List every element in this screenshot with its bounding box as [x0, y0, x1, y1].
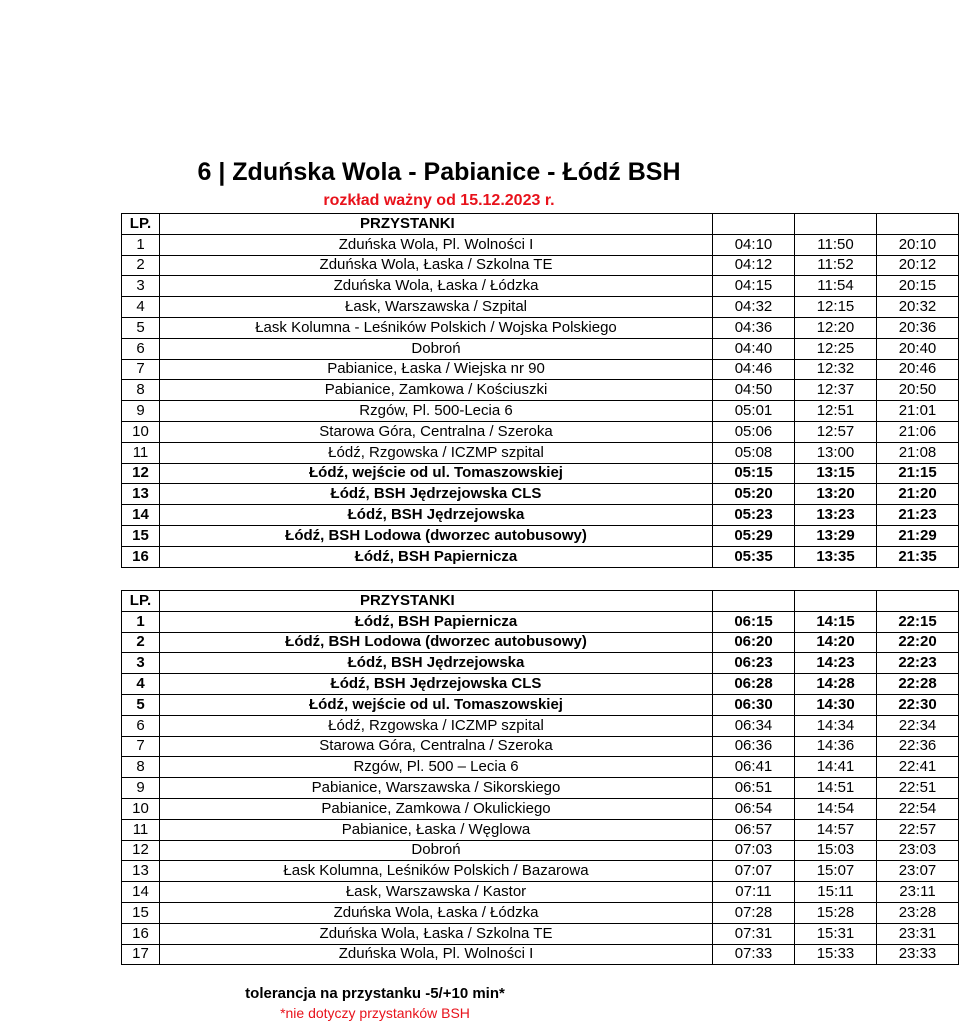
row-number: 15	[122, 902, 160, 923]
departure-time: 22:41	[877, 757, 959, 778]
departure-time: 06:28	[713, 674, 795, 695]
departure-time: 22:57	[877, 819, 959, 840]
stop-name: Pabianice, Zamkowa / Okulickiego	[160, 798, 713, 819]
departure-time: 23:31	[877, 923, 959, 944]
lp-header: LP.	[122, 591, 160, 612]
departure-time: 13:29	[795, 525, 877, 546]
departure-time: 04:50	[713, 380, 795, 401]
departure-time: 04:32	[713, 297, 795, 318]
stop-name: Łask, Warszawska / Kastor	[160, 882, 713, 903]
departure-time: 07:07	[713, 861, 795, 882]
table-header-row	[122, 214, 959, 235]
time-header	[877, 591, 959, 612]
table-row	[122, 421, 959, 442]
row-number: 13	[122, 861, 160, 882]
table-row	[122, 694, 959, 715]
departure-time: 14:54	[795, 798, 877, 819]
stop-name: Łódź, BSH Papiernicza	[160, 546, 713, 567]
time-header	[795, 591, 877, 612]
row-number: 5	[122, 317, 160, 338]
departure-time: 20:40	[877, 338, 959, 359]
departure-time: 14:36	[795, 736, 877, 757]
stop-name: Dobroń	[160, 840, 713, 861]
table-row	[122, 297, 959, 318]
row-number: 9	[122, 401, 160, 422]
departure-time: 12:25	[795, 338, 877, 359]
stop-name: Łask, Warszawska / Szpital	[160, 297, 713, 318]
departure-time: 15:07	[795, 861, 877, 882]
departure-time: 12:51	[795, 401, 877, 422]
table-row	[122, 401, 959, 422]
departure-time: 12:20	[795, 317, 877, 338]
departure-time: 21:06	[877, 421, 959, 442]
row-number: 11	[122, 442, 160, 463]
row-number: 16	[122, 923, 160, 944]
row-number: 1	[122, 234, 160, 255]
stop-name: Zduńska Wola, Pl. Wolności I	[160, 944, 713, 965]
stop-name: Łódź, wejście od ul. Tomaszowskiej	[160, 463, 713, 484]
time-header	[795, 214, 877, 235]
stop-name: Łódź, wejście od ul. Tomaszowskiej	[160, 694, 713, 715]
departure-time: 11:52	[795, 255, 877, 276]
departure-time: 14:57	[795, 819, 877, 840]
table-row	[122, 525, 959, 546]
table-row	[122, 380, 959, 401]
departure-time: 07:31	[713, 923, 795, 944]
table-row	[122, 923, 959, 944]
table-row	[122, 778, 959, 799]
table-row	[122, 632, 959, 653]
departure-time: 15:33	[795, 944, 877, 965]
stop-name: Pabianice, Łaska / Wiejska nr 90	[160, 359, 713, 380]
stop-name: Starowa Góra, Centralna / Szeroka	[160, 736, 713, 757]
time-header	[713, 214, 795, 235]
stop-name: Zduńska Wola, Łaska / Szkolna TE	[160, 923, 713, 944]
departure-time: 05:23	[713, 505, 795, 526]
table-row	[122, 674, 959, 695]
stop-name: Łódź, BSH Papiernicza	[160, 611, 713, 632]
row-number: 4	[122, 297, 160, 318]
table-row	[122, 840, 959, 861]
timetable-outbound	[121, 213, 959, 568]
table-row	[122, 882, 959, 903]
departure-time: 05:08	[713, 442, 795, 463]
row-number: 4	[122, 674, 160, 695]
departure-time: 11:54	[795, 276, 877, 297]
table-row	[122, 611, 959, 632]
stop-name: Łódź, BSH Lodowa (dworzec autobusowy)	[160, 525, 713, 546]
row-number: 2	[122, 632, 160, 653]
departure-time: 22:54	[877, 798, 959, 819]
departure-time: 12:57	[795, 421, 877, 442]
departure-time: 11:50	[795, 234, 877, 255]
time-header	[713, 591, 795, 612]
stop-name: Łódź, Rzgowska / ICZMP szpital	[160, 715, 713, 736]
departure-time: 05:06	[713, 421, 795, 442]
row-number: 11	[122, 819, 160, 840]
table-row	[122, 944, 959, 965]
departure-time: 22:30	[877, 694, 959, 715]
departure-time: 14:41	[795, 757, 877, 778]
departure-time: 20:32	[877, 297, 959, 318]
departure-time: 13:15	[795, 463, 877, 484]
table-row	[122, 276, 959, 297]
departure-time: 05:20	[713, 484, 795, 505]
table-row	[122, 736, 959, 757]
departure-time: 23:33	[877, 944, 959, 965]
table-row	[122, 757, 959, 778]
departure-time: 23:07	[877, 861, 959, 882]
departure-time: 15:31	[795, 923, 877, 944]
table-row	[122, 546, 959, 567]
departure-time: 14:23	[795, 653, 877, 674]
departure-time: 21:20	[877, 484, 959, 505]
departure-time: 22:23	[877, 653, 959, 674]
departure-time: 22:36	[877, 736, 959, 757]
departure-time: 06:57	[713, 819, 795, 840]
departure-time: 21:01	[877, 401, 959, 422]
stop-name: Zduńska Wola, Łaska / Szkolna TE	[160, 255, 713, 276]
departure-time: 04:10	[713, 234, 795, 255]
departure-time: 14:28	[795, 674, 877, 695]
row-number: 14	[122, 505, 160, 526]
departure-time: 04:15	[713, 276, 795, 297]
departure-time: 13:00	[795, 442, 877, 463]
row-number: 15	[122, 525, 160, 546]
departure-time: 06:30	[713, 694, 795, 715]
departure-time: 22:51	[877, 778, 959, 799]
departure-time: 12:32	[795, 359, 877, 380]
stop-name: Rzgów, Pl. 500-Lecia 6	[160, 401, 713, 422]
timetable-return	[121, 590, 959, 965]
stop-name: Łódź, BSH Jędrzejowska	[160, 653, 713, 674]
stop-name: Zduńska Wola, Łaska / Łódzka	[160, 276, 713, 297]
page-title: 6 | Zduńska Wola - Pabianice - Łódź BSH	[197, 158, 681, 186]
table-row	[122, 442, 959, 463]
row-number: 16	[122, 546, 160, 567]
stop-name: Zduńska Wola, Łaska / Łódzka	[160, 902, 713, 923]
departure-time: 04:12	[713, 255, 795, 276]
departure-time: 20:15	[877, 276, 959, 297]
table-row	[122, 861, 959, 882]
departure-time: 14:34	[795, 715, 877, 736]
departure-time: 21:35	[877, 546, 959, 567]
table-row	[122, 819, 959, 840]
departure-time: 06:51	[713, 778, 795, 799]
departure-time: 07:28	[713, 902, 795, 923]
departure-time: 14:20	[795, 632, 877, 653]
departure-time: 22:34	[877, 715, 959, 736]
departure-time: 04:40	[713, 338, 795, 359]
row-number: 13	[122, 484, 160, 505]
stop-name: Zduńska Wola, Pl. Wolności I	[160, 234, 713, 255]
departure-time: 07:11	[713, 882, 795, 903]
table-row	[122, 359, 959, 380]
row-number: 7	[122, 736, 160, 757]
table-row	[122, 902, 959, 923]
departure-time: 21:29	[877, 525, 959, 546]
table-row	[122, 463, 959, 484]
departure-time: 21:15	[877, 463, 959, 484]
row-number: 9	[122, 778, 160, 799]
stop-name: Pabianice, Warszawska / Sikorskiego	[160, 778, 713, 799]
departure-time: 06:20	[713, 632, 795, 653]
departure-time: 06:23	[713, 653, 795, 674]
departure-time: 23:11	[877, 882, 959, 903]
departure-time: 15:28	[795, 902, 877, 923]
stop-name: Pabianice, Łaska / Węglowa	[160, 819, 713, 840]
table-header-row	[122, 591, 959, 612]
departure-time: 05:01	[713, 401, 795, 422]
departure-time: 12:37	[795, 380, 877, 401]
departure-time: 06:54	[713, 798, 795, 819]
tolerance-note: tolerancja na przystanku -5/+10 min*	[245, 985, 505, 1002]
departure-time: 15:03	[795, 840, 877, 861]
table-row	[122, 255, 959, 276]
departure-time: 05:15	[713, 463, 795, 484]
table-row	[122, 234, 959, 255]
departure-time: 22:20	[877, 632, 959, 653]
stop-name: Starowa Góra, Centralna / Szeroka	[160, 421, 713, 442]
row-number: 10	[122, 798, 160, 819]
lp-header: LP.	[122, 214, 160, 235]
stop-name: Łódź, BSH Lodowa (dworzec autobusowy)	[160, 632, 713, 653]
departure-time: 05:29	[713, 525, 795, 546]
departure-time: 15:11	[795, 882, 877, 903]
row-number: 6	[122, 715, 160, 736]
row-number: 14	[122, 882, 160, 903]
departure-time: 20:46	[877, 359, 959, 380]
departure-time: 20:50	[877, 380, 959, 401]
departure-time: 12:15	[795, 297, 877, 318]
departure-time: 20:12	[877, 255, 959, 276]
row-number: 8	[122, 380, 160, 401]
departure-time: 04:36	[713, 317, 795, 338]
stop-name: Łódź, BSH Jędrzejowska CLS	[160, 674, 713, 695]
departure-time: 21:08	[877, 442, 959, 463]
table-row	[122, 798, 959, 819]
stops-header: PRZYSTANKI	[160, 214, 713, 235]
stop-name: Łask Kolumna - Leśników Polskich / Wojska Polskiego	[160, 317, 713, 338]
departure-time: 13:35	[795, 546, 877, 567]
stop-name: Łódź, Rzgowska / ICZMP szpital	[160, 442, 713, 463]
departure-time: 07:33	[713, 944, 795, 965]
row-number: 3	[122, 653, 160, 674]
departure-time: 22:28	[877, 674, 959, 695]
table-row	[122, 505, 959, 526]
departure-time: 04:46	[713, 359, 795, 380]
row-number: 3	[122, 276, 160, 297]
table-row	[122, 653, 959, 674]
row-number: 12	[122, 463, 160, 484]
row-number: 7	[122, 359, 160, 380]
stop-name: Łódź, BSH Jędrzejowska CLS	[160, 484, 713, 505]
row-number: 5	[122, 694, 160, 715]
departure-time: 21:23	[877, 505, 959, 526]
departure-time: 20:36	[877, 317, 959, 338]
departure-time: 14:30	[795, 694, 877, 715]
departure-time: 14:15	[795, 611, 877, 632]
departure-time: 06:36	[713, 736, 795, 757]
row-number: 6	[122, 338, 160, 359]
departure-time: 06:34	[713, 715, 795, 736]
bsh-exception-note: *nie dotyczy przystanków BSH	[280, 1005, 470, 1021]
time-header	[877, 214, 959, 235]
row-number: 17	[122, 944, 160, 965]
departure-time: 22:15	[877, 611, 959, 632]
departure-time: 20:10	[877, 234, 959, 255]
stop-name: Łask Kolumna, Leśników Polskich / Bazarowa	[160, 861, 713, 882]
stop-name: Dobroń	[160, 338, 713, 359]
row-number: 1	[122, 611, 160, 632]
table-row	[122, 484, 959, 505]
stop-name: Pabianice, Zamkowa / Kościuszki	[160, 380, 713, 401]
departure-time: 13:23	[795, 505, 877, 526]
row-number: 10	[122, 421, 160, 442]
departure-time: 13:20	[795, 484, 877, 505]
table-row	[122, 338, 959, 359]
departure-time: 06:41	[713, 757, 795, 778]
row-number: 2	[122, 255, 160, 276]
stops-header: PRZYSTANKI	[160, 591, 713, 612]
stop-name: Łódź, BSH Jędrzejowska	[160, 505, 713, 526]
row-number: 8	[122, 757, 160, 778]
departure-time: 05:35	[713, 546, 795, 567]
stop-name: Rzgów, Pl. 500 – Lecia 6	[160, 757, 713, 778]
validity-date: rozkład ważny od 15.12.2023 r.	[323, 192, 555, 209]
row-number: 12	[122, 840, 160, 861]
departure-time: 14:51	[795, 778, 877, 799]
table-row	[122, 715, 959, 736]
departure-time: 23:28	[877, 902, 959, 923]
departure-time: 06:15	[713, 611, 795, 632]
departure-time: 07:03	[713, 840, 795, 861]
departure-time: 23:03	[877, 840, 959, 861]
table-row	[122, 317, 959, 338]
